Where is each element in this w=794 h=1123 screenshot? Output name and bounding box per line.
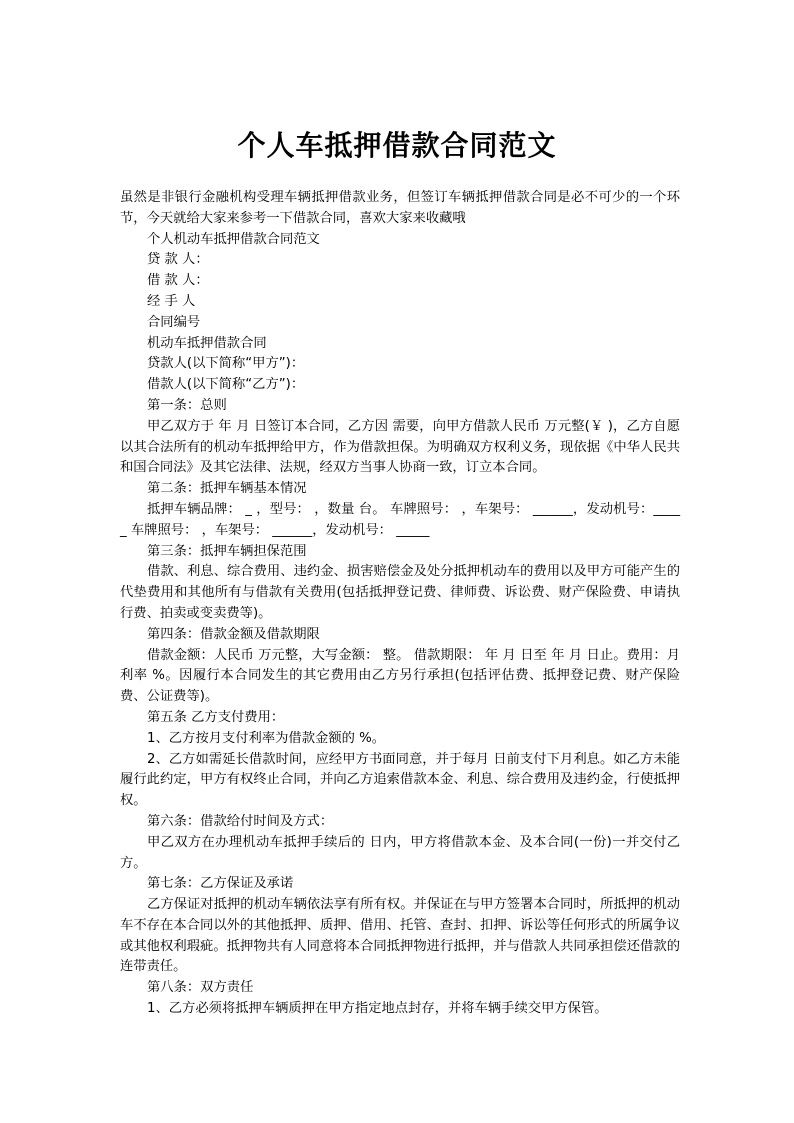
paragraph: 1、乙方按月支付利率为借款金额的 %。: [147, 730, 386, 746]
paragraph: 经 手 人: [147, 293, 196, 309]
paragraph: 贷款人(以下简称“甲方”)：: [147, 356, 305, 372]
document-title: 个人车抵押借款合同范文: [237, 129, 557, 162]
paragraph: 甲乙双方在办理机动车抵押手续后的 日内，甲方将借款本金、及本合同(一份)一并交付乙方。: [120, 834, 680, 871]
paragraph: 甲乙双方于 年 月 日签订本合同，乙方因 需要，向甲方借款人民币 万元整(￥ )，乙方自愿以其合法所有的机动车抵押给甲方，作为借款担保。为明确双方权利义务，现依据《中华人民共和国合同法》及其它法律、法规，经双方当事人协商一致，订立本合同。: [120, 418, 680, 476]
document-body: [120, 188, 680, 1020]
paragraph: 第七条：乙方保证及承诺: [147, 876, 294, 892]
paragraph: 第三条：抵押车辆担保范围: [147, 543, 307, 559]
paragraph: 借款人(以下简称“乙方”)：: [147, 377, 305, 393]
paragraph: 借款、利息、综合费用、违约金、损害赔偿金及处分抵押机动车的费用以及甲方可能产生的代垫费用和其他所有与借款有关费用(包括抵押登记费、律师费、诉讼费、财产保险费、申请执行费、拍卖或变卖费等)。: [120, 564, 680, 621]
paragraph: 第六条：借款给付时间及方式：: [147, 813, 334, 829]
paragraph: 第四条：借款金额及借款期限: [147, 626, 320, 642]
paragraph: 贷 款 人：: [147, 252, 209, 268]
paragraph: 抵押车辆品牌： _ ，型号： ，数量 台。 车牌照号： ，车架号： ______，发动机号：_____ 车牌照号： ，车架号： ______，发动机号： _____: [120, 501, 680, 538]
paragraph: 机动车抵押借款合同: [147, 335, 267, 351]
paragraph: 第一条：总则: [147, 397, 227, 413]
paragraph: 乙方保证对抵押的机动车辆依法享有所有权。并保证在与甲方签署本合同时，所抵押的机动车不存在本合同以外的其他抵押、质押、借用、托管、查封、扣押、诉讼等任何形式的所属争议或其他权利瑕疵。抵押物共有人同意将本合同抵押物进行抵押，并与借款人共同承担偿还借款的连带责任。: [120, 897, 680, 975]
paragraph: 借 款 人：: [147, 273, 209, 289]
paragraph: 借款金额：人民币 万元整，大写金额： 整。 借款期限： 年 月 日至 年 月 日止。费用：月利率 %。因履行本合同发生的其它费用由乙方另行承担(包括评估费、抵押登记费、财产保险费、公证费等)。: [120, 647, 680, 705]
paragraph: 第五条 乙方支付费用：: [147, 709, 285, 725]
paragraph: 2、乙方如需延长借款时间，应经甲方书面同意，并于每月 日前支付下月利息。如乙方未能履行此约定，甲方有权终止合同，并向乙方追索借款本金、利息、综合费用及违约金，行使抵押权。: [120, 751, 680, 809]
paragraph: 第八条：双方责任: [147, 980, 254, 996]
paragraph: 个人机动车抵押借款合同范文: [147, 231, 320, 247]
paragraph: 合同编号: [147, 314, 201, 330]
paragraph: 1、乙方必须将抵押车辆质押在甲方指定地点封存，并将车辆手续交甲方保管。: [147, 1001, 608, 1017]
paragraph: 第二条：抵押车辆基本情况: [147, 481, 307, 497]
paragraph: 虽然是非银行金融机构受理车辆抵押借款业务，但签订车辆抵押借款合同是必不可少的一个环节，今天就给大家来参考一下借款合同，喜欢大家来收藏哦: [120, 190, 680, 226]
